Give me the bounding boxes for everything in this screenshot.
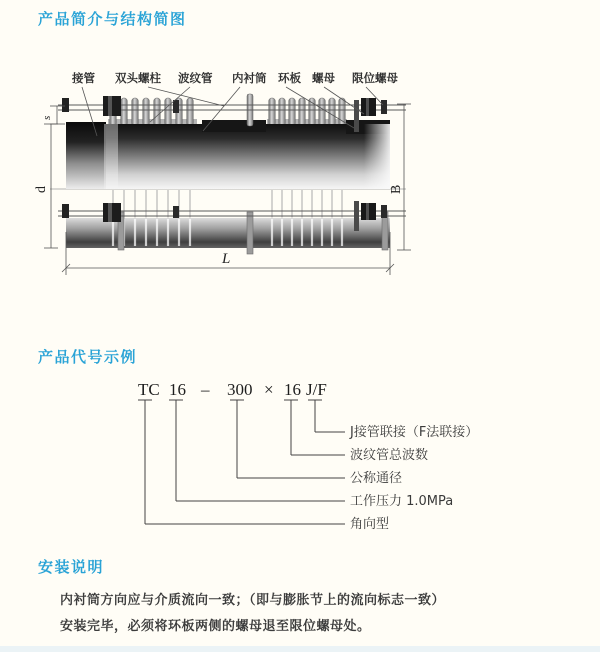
callout-connectors	[138, 400, 345, 524]
page-footer-strip	[0, 646, 600, 652]
install-note-line: 安装完毕，必须将环板两侧的螺母退至限位螺母处。	[60, 619, 371, 634]
code-part-type: TC	[138, 380, 160, 399]
section-title-install: 安装说明	[38, 558, 105, 576]
code-part-dash: –	[201, 380, 210, 399]
part-label-limit-nut: 限位螺母	[352, 71, 398, 85]
part-label-liner: 内衬筒	[232, 71, 267, 85]
dimension-B	[397, 104, 411, 250]
callout-angular-type: 角向型	[350, 517, 390, 532]
limit-nut-top	[381, 100, 387, 114]
part-label-nut: 螺母	[312, 71, 335, 85]
callout-connection: J接管联接（F法联接）	[350, 425, 479, 440]
callout-working-pressure: 工作压力 1.0MPa	[350, 494, 454, 509]
expansion-joint-drawing	[34, 62, 464, 307]
code-part-connection: J/F	[306, 380, 327, 399]
part-label-pipe-end: 接管	[72, 71, 95, 85]
code-part-times: ×	[264, 380, 274, 399]
code-part-diameter: 300	[227, 380, 253, 399]
part-label-bellows: 波纹管	[178, 71, 213, 85]
structure-diagram	[34, 62, 464, 307]
limit-nut-bottom	[381, 205, 387, 218]
dim-label-L: L	[222, 251, 231, 267]
dim-label-s: s	[41, 115, 53, 120]
section-title-intro: 产品简介与结构简图	[38, 10, 187, 28]
dimension-d	[44, 124, 58, 248]
dim-label-d: d	[34, 186, 49, 193]
section-title-code: 产品代号示例	[38, 348, 138, 366]
code-part-waves: 16	[284, 380, 301, 399]
product-code-example	[118, 376, 538, 544]
part-label-ring-plate: 环板	[278, 71, 301, 85]
install-notes	[60, 588, 560, 640]
callout-wave-count: 波纹管总波数	[350, 448, 429, 463]
ring-plate-top	[354, 100, 359, 132]
part-label-stud: 双头螺柱	[115, 71, 161, 85]
stud-bottom-center	[247, 212, 253, 254]
install-note-line: 内衬筒方向应与介质流向一致；（即与膨胀节上的流向标志一致）	[60, 593, 446, 608]
callout-nominal-diameter: 公称通径	[350, 471, 403, 486]
ring-plate-bottom	[354, 201, 359, 231]
code-part-pressure: 16	[169, 380, 186, 399]
code-callout-diagram	[118, 376, 538, 544]
dim-label-B: B	[389, 184, 404, 194]
inner-liner-edge	[202, 120, 266, 132]
